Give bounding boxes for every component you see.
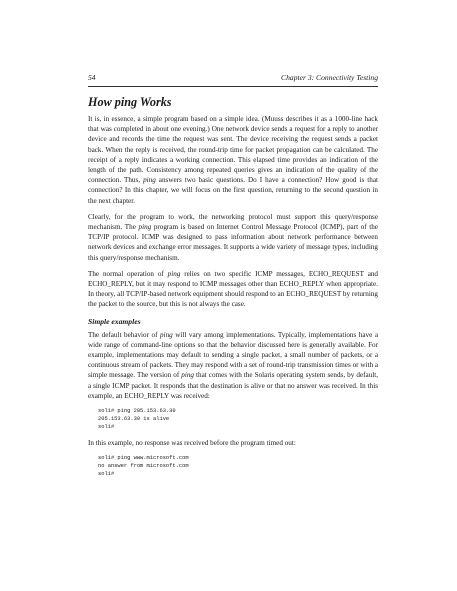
code-block [98,407,378,431]
page-number: 54 [88,73,96,82]
section-title: How ping Works [88,95,172,109]
code-line: sol1# ping 205.153.63.30 [98,408,176,415]
header-rule [88,86,378,87]
code-line: sol1# ping www.microsoft.com [98,455,189,462]
page-content [88,95,378,485]
code-line: sol1# [98,424,115,431]
paragraph: It is, in essence, a simple program based on a simple idea. (Muuss describes it as a 1000-line hack that was completed in about one evening.) One network device sends a request for a reply to another device and records the time the request was sent. The device receiving the request sends a packet back. When the reply is received, the round-trip time for packet propagation can be calculated. The receipt of a reply indicates a working connection. This elapsed time provides an indication of the length of the path. Consistency among repeated queries gives an indication of the quality of the connection. Thus, ping answers two basic questions. Do I have a connection? How good is that connection? In this chapter, we will focus on the first question, returning to the second question in the next chapter. [88,115,378,205]
code-block [98,454,378,478]
code-line: 205.153.63.30 is alive [98,416,170,423]
code-line: sol1# [98,471,115,478]
running-header [88,73,378,85]
chapter-title: Chapter 3: Connectivity Testing [281,73,378,82]
code-line: no answer from microsoft.com [98,463,189,470]
subsection-title: Simple examples [88,316,141,326]
paragraph: The normal operation of ping relies on two specific ICMP messages, ECHO_REQUEST and ECHO_REPLY, but it may respond to ICMP messages other than ECHO_REPLY when appropriate. In theory, all TCP/IP-based network equipment should respond to an ECHO_REQUEST by returning the packet to the source, but this is not always the case. [88,269,378,309]
paragraph: The default behavior of ping will vary among implementations. Typically, implementations have a wide range of command-line options so that the behavior discussed here is generally available. For example, implementations may default to sending a single packet, a small number of packets, or a continuous stream of packets. They may respond with a set of round-trip transmission times or with a simple message. The version of ping that comes with the Solaris operating system sends, by default, a single ICMP packet. It responds that the destination is alive or that no answer was received. In this example, an ECHO_REPLY was received: [88,330,378,400]
paragraph: Clearly, for the program to work, the networking protocol must support this query/response mechanism. The ping program is based on Internet Control Message Protocol (ICMP), part of the TCP/IP protocol. ICMP was designed to pass information about network performance between network devices and exchange error messages. It supports a wide variety of message types, including this query/response mechanism. [88,212,378,262]
paragraph: In this example, no response was received before the program timed out: [88,439,296,448]
